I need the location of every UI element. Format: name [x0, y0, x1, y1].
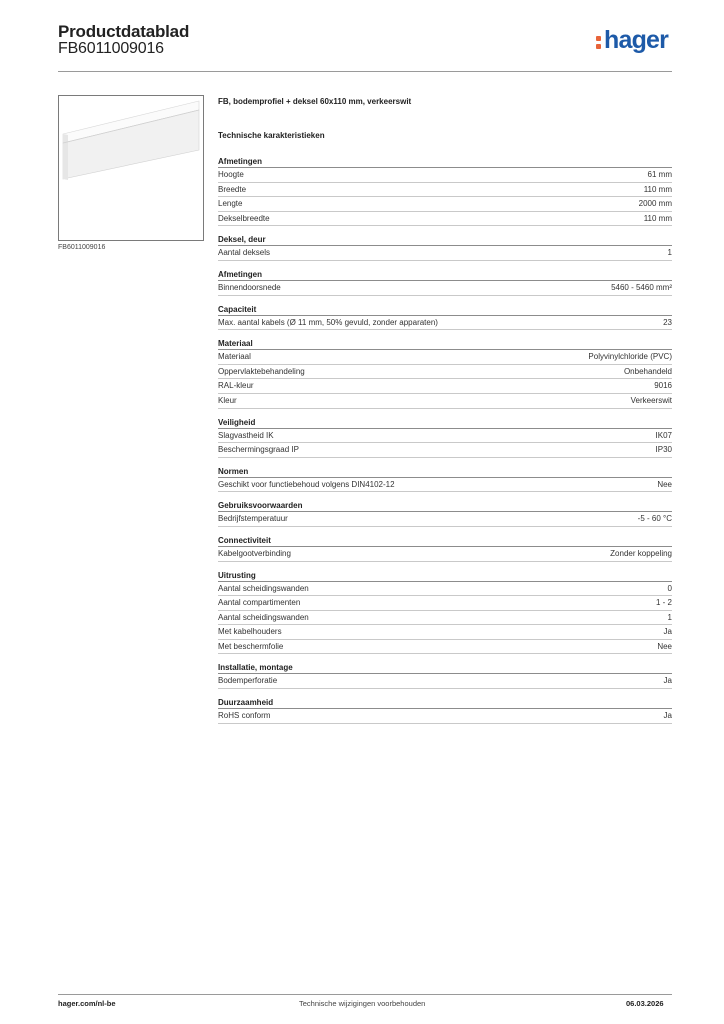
spec-value: Ja	[663, 627, 672, 637]
spec-table	[218, 155, 672, 731]
spec-section	[218, 416, 672, 458]
spec-label: RAL-kleur	[218, 381, 254, 391]
spec-value: IK07	[655, 430, 672, 440]
spec-label: Geschikt voor functiebehoud volgens DIN4102-12	[218, 479, 395, 489]
spec-value: 9016	[654, 381, 672, 391]
spec-row	[218, 168, 672, 183]
spec-row	[218, 512, 672, 527]
spec-row	[218, 246, 672, 261]
section-title: Veiligheid	[218, 416, 672, 429]
spec-section	[218, 337, 672, 408]
spec-row	[218, 674, 672, 689]
spec-value: Ja	[663, 676, 672, 686]
spec-section	[218, 661, 672, 689]
spec-row	[218, 596, 672, 611]
spec-value: 2000 mm	[638, 199, 672, 209]
spec-label: Max. aantal kabels (Ø 11 mm, 50% gevuld, zonder apparaten)	[218, 317, 438, 327]
spec-label: Aantal scheidingswanden	[218, 583, 309, 593]
spec-row	[218, 582, 672, 597]
spec-label: Aantal deksels	[218, 248, 271, 258]
section-title: Installatie, montage	[218, 661, 672, 674]
section-title: Duurzaamheid	[218, 696, 672, 709]
logo-dots-icon	[596, 28, 602, 52]
header-divider	[58, 71, 672, 72]
spec-label: Aantal compartimenten	[218, 598, 301, 608]
spec-row	[218, 625, 672, 640]
spec-label: RoHS conform	[218, 711, 271, 721]
spec-value: Ja	[663, 711, 672, 721]
tech-heading: Technische karakteristieken	[218, 131, 325, 140]
spec-section	[218, 155, 672, 226]
footer-disclaimer: Technische wijzigingen voorbehouden	[299, 999, 426, 1008]
spec-row	[218, 197, 672, 212]
cable-trunking-icon	[59, 96, 203, 240]
spec-row	[218, 478, 672, 493]
spec-section	[218, 534, 672, 562]
spec-row	[218, 547, 672, 562]
spec-label: Oppervlaktebehandeling	[218, 366, 305, 376]
spec-label: Dekselbreedte	[218, 213, 270, 223]
section-title: Afmetingen	[218, 268, 672, 281]
spec-section	[218, 696, 672, 724]
spec-value: Zonder koppeling	[610, 548, 672, 558]
spec-label: Bodemperforatie	[218, 676, 278, 686]
spec-label: Beschermingsgraad IP	[218, 445, 299, 455]
section-title: Capaciteit	[218, 303, 672, 316]
spec-row	[218, 281, 672, 296]
spec-value: 0	[667, 583, 672, 593]
spec-section	[218, 569, 672, 655]
spec-label: Met beschermfolie	[218, 641, 284, 651]
spec-value: 61 mm	[647, 170, 672, 179]
spec-section	[218, 268, 672, 296]
spec-row	[218, 640, 672, 655]
footer-website: hager.com/nl-be	[58, 999, 116, 1008]
spec-value: 1	[667, 248, 672, 258]
spec-value: 5460 - 5460 mm²	[611, 282, 672, 292]
spec-value: Onbehandeld	[623, 366, 672, 376]
spec-row	[218, 183, 672, 198]
spec-label: Slagvastheid IK	[218, 430, 274, 440]
spec-value: 110 mm	[643, 213, 672, 223]
spec-label: Kleur	[218, 395, 237, 405]
spec-label: Hoogte	[218, 170, 244, 179]
spec-row	[218, 709, 672, 724]
section-title: Connectiviteit	[218, 534, 672, 547]
section-title: Gebruiksvoorwaarden	[218, 499, 672, 512]
spec-row	[218, 212, 672, 227]
spec-label: Bedrijfstemperatuur	[218, 514, 288, 524]
spec-label: Aantal scheidingswanden	[218, 612, 309, 622]
section-title: Normen	[218, 465, 672, 478]
spec-label: Materiaal	[218, 352, 251, 362]
spec-row	[218, 429, 672, 444]
spec-section	[218, 465, 672, 493]
spec-label: Kabelgootverbinding	[218, 548, 291, 558]
spec-label: Breedte	[218, 184, 247, 194]
spec-value: Nee	[657, 479, 672, 489]
spec-section	[218, 499, 672, 527]
section-title: Afmetingen	[218, 155, 672, 168]
image-caption: FB6011009016	[58, 244, 106, 251]
product-code: FB6011009016	[58, 40, 164, 57]
spec-value: Nee	[657, 641, 672, 651]
spec-value: -5 - 60 °C	[637, 514, 672, 524]
section-title: Deksel, deur	[218, 233, 672, 246]
product-image	[58, 95, 204, 241]
spec-label: Lengte	[218, 199, 243, 209]
spec-value: 1 - 2	[655, 598, 672, 608]
spec-row	[218, 365, 672, 380]
spec-label: Met kabelhouders	[218, 627, 282, 637]
spec-row	[218, 316, 672, 331]
spec-section	[218, 233, 672, 261]
logo-text: hager	[604, 26, 669, 54]
spec-row	[218, 443, 672, 458]
spec-value: Verkeerswit	[630, 395, 672, 405]
spec-label: Binnendoorsnede	[218, 282, 281, 292]
section-title: Materiaal	[218, 337, 672, 350]
page-title: Productdatablad	[58, 22, 190, 41]
hager-logo	[596, 28, 668, 53]
spec-value: IP30	[655, 445, 672, 455]
spec-value: 23	[663, 317, 672, 327]
spec-value: Polyvinylchloride (PVC)	[588, 352, 672, 362]
section-title: Uitrusting	[218, 569, 672, 582]
spec-row	[218, 350, 672, 365]
spec-row	[218, 611, 672, 626]
spec-value: 1	[667, 612, 672, 622]
spec-row	[218, 379, 672, 394]
spec-row	[218, 394, 672, 409]
spec-value: 110 mm	[643, 184, 672, 194]
spec-section	[218, 303, 672, 331]
footer-divider	[58, 994, 672, 995]
footer-date: 06.03.2026	[626, 999, 664, 1008]
product-title: FB, bodemprofiel + deksel 60x110 mm, verkeerswit	[218, 97, 412, 106]
